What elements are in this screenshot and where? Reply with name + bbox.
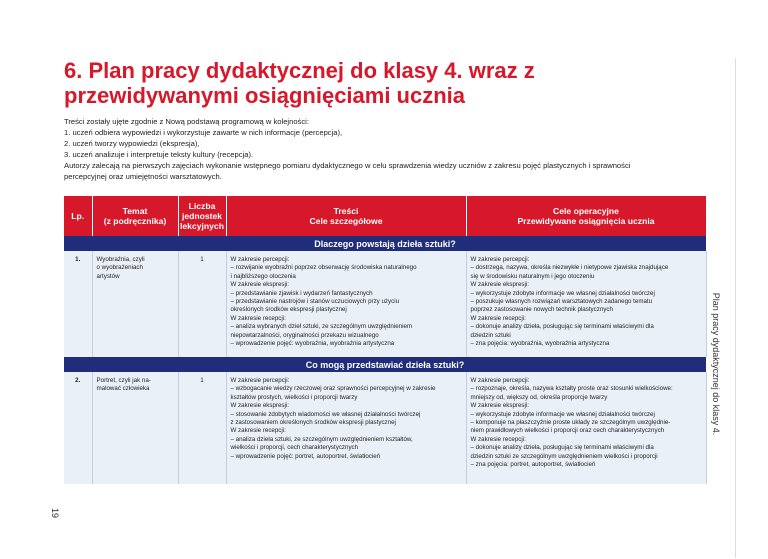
goal-line: – wykorzystuje zdobyte informacje we własnej działalności twórczej [470, 410, 655, 418]
lesson-hours: 1 [178, 372, 226, 484]
intro-line: 1. uczeń odbiera wypowiedzi i wykorzystuje zawarte w nich informacje (percepcja), [64, 128, 343, 137]
goal-line: W zakresie percepcji: [470, 256, 530, 263]
table-header-row [64, 196, 706, 236]
goal-line: – wykorzystuje zdobyte informacje we własnej działalności twórczej [470, 289, 655, 297]
content-line: – stosowanie zdobytych wiadomości we własnej działalności twórczej [230, 410, 421, 418]
intro-text [64, 116, 714, 182]
content-line: – wzbogacanie wiedzy rzeczowej oraz sprawności percepcyjnej w zakresie [230, 385, 436, 393]
section-row [64, 236, 706, 251]
intro-line: percepcyjnej oraz umiejętności warsztatowych. [64, 172, 222, 181]
goal-line: – dostrzega, nazywa, określa niezwykłe i nietypowe zjawiska znajdujące [470, 264, 669, 272]
header-topic-line: (z podręcznika) [103, 216, 167, 226]
header-content-line: Cele szczegółowe [309, 216, 383, 226]
table-row [64, 372, 706, 484]
lesson-content [226, 372, 466, 484]
goal-line: – zna pojęcia: portret, autoportret, światłocień [470, 461, 596, 469]
content-line: W zakresie percepcji: [230, 377, 290, 384]
content-line: – analiza dzieła sztuki, ze szczególnym uwzględnieniem kształtów, [230, 435, 413, 443]
topic-line: Wyobraźnia, czyli [96, 256, 145, 263]
header-hours [178, 196, 226, 236]
side-caption: Plan pracy dydaktycznej do klasy 4. [711, 292, 721, 436]
topic-line: malować człowieka [96, 385, 150, 393]
lesson-content [226, 251, 466, 357]
content-line: – przedstawianie zjawisk i wydarzeń fantastycznych [230, 289, 373, 297]
goal-line: się w środowisku naturalnym i jego otoczeniu [470, 272, 595, 280]
goal-line: – dokonuje analizy dzieła, posługując się terminami właściwymi dla [470, 323, 654, 331]
lesson-hours: 1 [178, 251, 226, 357]
content-line: – rozwijanie wyobraźni poprzez obserwację środowiska naturalnego [230, 264, 417, 272]
section-title: Co mogą przedstawiać dzieła sztuki? [64, 357, 706, 372]
content-line: – analiza wybranych dzieł sztuki, ze szczególnym uwzględnieniem [230, 323, 413, 331]
goal-line: dziedzin sztuki [470, 331, 511, 339]
topic-line: Portret, czyli jak na- [96, 377, 151, 384]
header-goals-line: Przewidywane osiągnięcia ucznia [517, 216, 655, 226]
content-line: W zakresie percepcji: [230, 256, 290, 263]
header-hours-line: lekcyjnych [180, 221, 224, 231]
goal-line: poprzez zastosowanie nowych technik plastycznych [470, 306, 613, 314]
goal-line: – dokonuje analizy dzieła, posługując się terminami właściwymi dla [470, 444, 654, 452]
header-goals-line: Cele operacyjne [553, 206, 619, 216]
page-number: 19 [50, 507, 61, 519]
content-line: określonych środków ekspresji plastycznej [230, 306, 347, 314]
header-lp: Lp. [64, 196, 92, 236]
content-line: wielkości i proporcji, cech charakterystycznych [230, 444, 359, 452]
header-goals [466, 196, 706, 236]
header-hours-line: Liczba [188, 201, 216, 211]
section-title: Dlaczego powstają dzieła sztuki? [64, 236, 706, 251]
goal-line: W zakresie ekspresji: [470, 281, 529, 289]
header-content-line: Treści [333, 206, 359, 216]
goal-line: niem prawidłowych wielkości i proporcji oraz cech charakterystycznych [470, 427, 665, 435]
intro-line: Autorzy zalecają na pierwszych zajęciach wykonanie wstępnego pomiaru dydaktycznego w celu sprawdzenia wiedzy uczniów z zakresu pojęć plastycznych i sprawności [64, 161, 631, 170]
content-line: kształtów prostych, wielkości i proporcji twarzy [230, 393, 358, 401]
lesson-goals [466, 372, 706, 484]
header-content [226, 196, 466, 236]
goal-line: – zna pojęcia: wyobraźnia, wyobraźnia artystyczna [470, 340, 610, 348]
header-topic [92, 196, 178, 236]
topic-line: artystów [96, 272, 120, 280]
content-line: – przedstawianie nastrojów i stanów uczuciowych przy użyciu [230, 298, 400, 306]
goal-line: – komponuje na płaszczyźnie proste układy ze szczególnym uwzględnie- [470, 419, 671, 427]
section-row [64, 357, 706, 372]
lesson-number: 1. [64, 251, 92, 357]
intro-line: 2. uczeń tworzy wypowiedzi (ekspresja), [64, 139, 200, 148]
content-line: – wprowadzenie pojęć: portret, autoportret, światłocień [230, 452, 381, 460]
goal-line: W zakresie percepcji: [470, 377, 530, 384]
content-line: z zastosowaniem określonych środków ekspresji plastycznej [230, 419, 396, 427]
content-line: i najbliższego otoczenia [230, 272, 296, 280]
content-line: – wprowadzenie pojęć: wyobraźnia, wyobraźnia artystyczna [230, 340, 395, 348]
goal-line: – rozpoznaje, określa, nazywa kształty proste oraz stosunki wielkościowe: [470, 385, 673, 393]
header-topic-line: Temat [122, 206, 148, 216]
content-line: W zakresie recepcji: [230, 427, 286, 435]
header-hours-line: jednostek [181, 211, 223, 221]
lesson-goals [466, 251, 706, 357]
content-line: W zakresie ekspresji: [230, 281, 289, 289]
intro-line: 3. uczeń analizuje i interpretuje teksty kultury (recepcja). [64, 150, 254, 159]
lesson-topic [92, 251, 178, 357]
goal-line: W zakresie recepcji: [470, 314, 526, 322]
goal-line: W zakresie ekspresji: [470, 402, 529, 410]
content-line: W zakresie ekspresji: [230, 402, 289, 410]
page-margin-rule [735, 58, 736, 558]
lesson-topic [92, 372, 178, 484]
goal-line: mniejszy od, większy od, określa proporcje twarzy [470, 393, 608, 401]
topic-line: o wyobrażeniach [96, 264, 143, 272]
table-row [64, 251, 706, 357]
goal-line: – poszukuje własnych rozwiązań warsztatowych zadanego tematu [470, 298, 653, 306]
lesson-number: 2. [64, 372, 92, 484]
goal-line: W zakresie recepcji: [470, 435, 526, 443]
content-line: niepowtarzalności, oryginalności przekazu wizualnego [230, 331, 379, 339]
lesson-plan-table [64, 196, 707, 484]
content-line: W zakresie recepcji: [230, 314, 286, 322]
intro-line: Treści zostały ujęte zgodnie z Nową podstawą programową w kolejności: [64, 117, 309, 126]
page-title: 6. Plan pracy dydaktycznej do klasy 4. wraz z przewidywanymi osiągnięciami ucznia [64, 58, 535, 108]
goal-line: dziedzin sztuki ze szczególnym uwzględnieniem wielkości i proporcji [470, 452, 658, 460]
